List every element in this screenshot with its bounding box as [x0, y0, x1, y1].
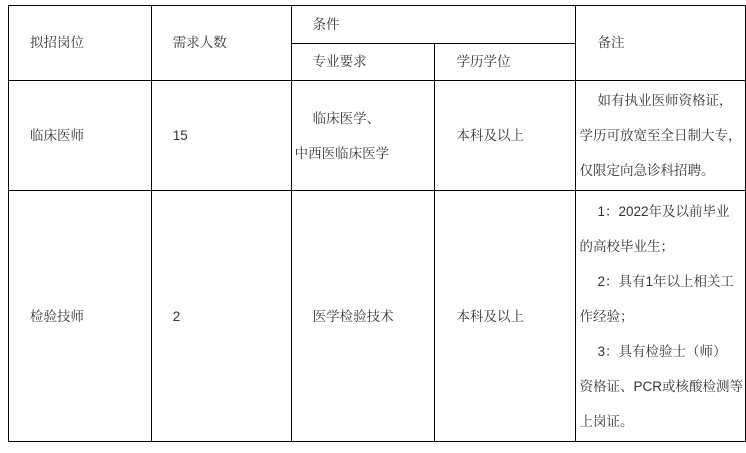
cell-text-line: 资格证、PCR或核酸检测等 [579, 378, 743, 394]
cell-text-line: 2：具有1年以上相关工 [597, 273, 734, 289]
row1-headcount-cell [151, 81, 291, 191]
cell-text-line: 本科及以上 [456, 308, 524, 324]
table-row [9, 191, 746, 442]
row2-position-cell [9, 191, 152, 442]
cell-text-line: 临床医学、 [312, 110, 381, 126]
recruitment-table [8, 5, 746, 442]
header-position-label: 拟招岗位 [30, 35, 84, 50]
cell-text-line: 检验技师 [30, 308, 84, 324]
row1-major-cell [291, 81, 435, 191]
cell-text-line: 作经验； [579, 308, 634, 324]
cell-text-line: 15 [172, 128, 188, 143]
cell-text-line: 中西医临床医学 [294, 145, 390, 161]
header-degree-label: 学历学位 [456, 54, 511, 69]
table-row [9, 81, 746, 191]
header-cell-degree [435, 44, 576, 81]
cell-text-line: 如有执业医师资格证， [597, 93, 733, 108]
row1-degree-cell [435, 81, 576, 191]
row1-position-cell [9, 81, 152, 191]
cell-text-line: 本科及以上 [456, 128, 524, 143]
cell-text-line: 2 [172, 308, 181, 324]
header-row-top [9, 6, 746, 44]
row2-notes-cell [576, 191, 746, 442]
header-cell-headcount [151, 6, 291, 81]
cell-text-line: 上岗证。 [579, 413, 634, 429]
cell-text-line: 医学检验技术 [312, 308, 394, 324]
page [0, 5, 746, 453]
header-cell-major [291, 44, 435, 81]
row2-headcount-cell [151, 191, 291, 442]
header-cell-position [9, 6, 152, 81]
header-notes-label: 备注 [597, 35, 625, 50]
cell-text-line: 的高校毕业生； [579, 238, 674, 254]
header-headcount-label: 需求人数 [172, 35, 227, 50]
cell-text-line: 仅限定向急诊科招聘。 [579, 163, 715, 178]
cell-text-line: 学历可放宽至全日制大专， [579, 128, 742, 143]
cell-text-line: 1：2022年及以前毕业 [597, 203, 730, 219]
cell-text-line: 3：具有检验士（师） [597, 343, 727, 359]
row1-notes-cell [576, 81, 746, 191]
row2-major-cell [291, 191, 435, 442]
header-conditions-label: 条件 [312, 16, 340, 32]
cell-text-line: 临床医师 [30, 128, 84, 143]
row2-degree-cell [435, 191, 576, 442]
header-major-label: 专业要求 [312, 54, 367, 69]
header-cell-notes [576, 6, 746, 81]
header-cell-conditions [291, 6, 576, 44]
